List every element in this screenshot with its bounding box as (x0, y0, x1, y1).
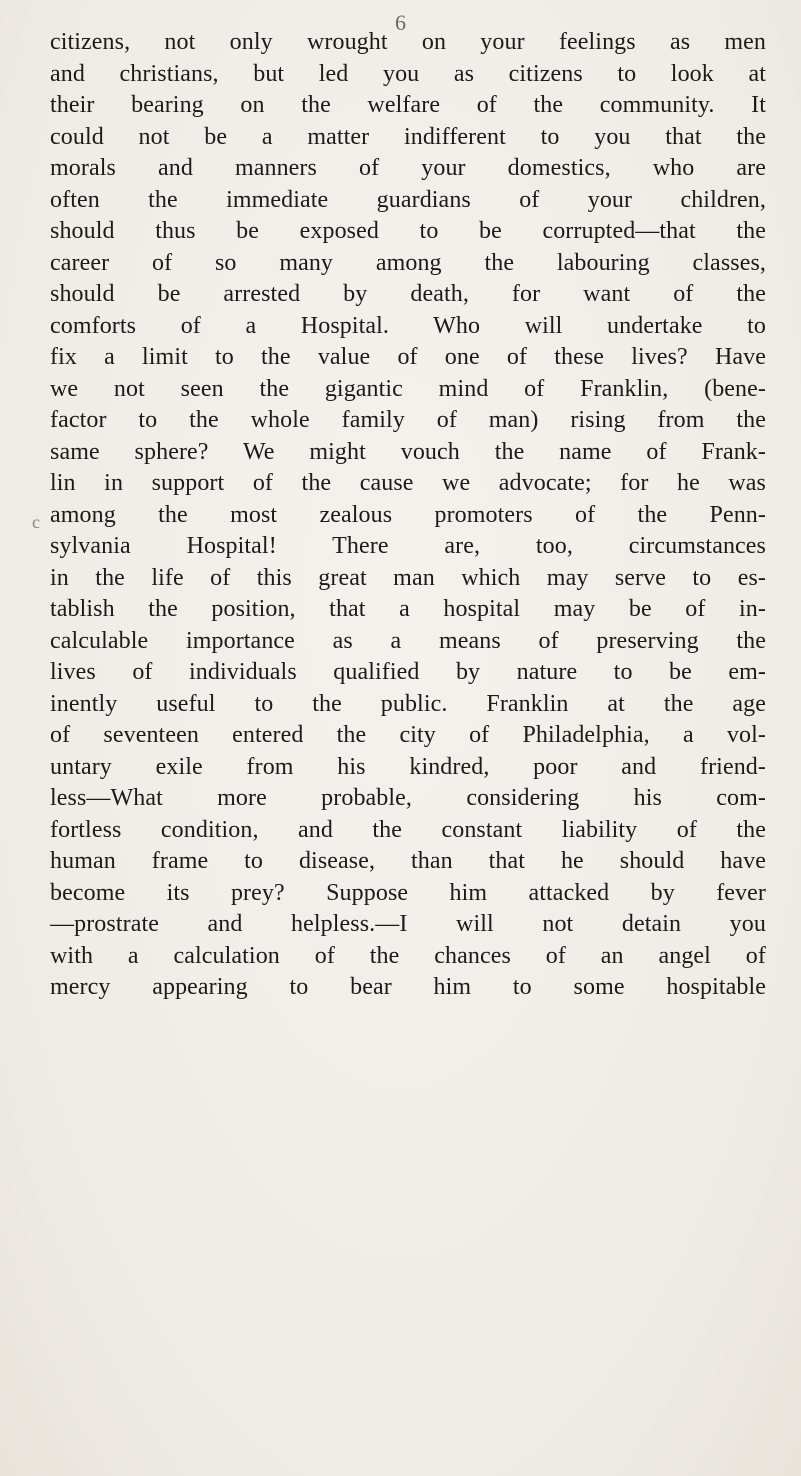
text-line: mercy appearing to bear him to some hospitable (50, 974, 766, 1000)
text-line: their bearing on the welfare of the community. It (50, 92, 766, 118)
text-line: and christians, but led you as citizens to look at (50, 60, 766, 87)
text-line: human frame to disease, than that he should have (50, 848, 766, 874)
page-number: 6 (395, 10, 406, 35)
text-line: often the immediate guardians of your children, (50, 186, 766, 213)
text-line: comforts of a Hospital. Who will undertake to (50, 312, 766, 339)
text-line: in the life of this great man which may serve to es- (50, 564, 766, 591)
text-line: lives of individuals qualified by nature to be em- (50, 659, 766, 685)
text-line: should thus be exposed to be corrupted—that the (50, 218, 766, 244)
text-line: lin in support of the cause we advocate; for he was (50, 470, 766, 496)
text-line: fix a limit to the value of one of these lives? Have (50, 344, 766, 370)
text-line: morals and manners of your domestics, who are (50, 155, 766, 181)
text-line: with a calculation of the chances of an angel of (50, 942, 766, 969)
text-line: citizens, not only wrought on your feelings as men (50, 29, 766, 55)
text-line: should be arrested by death, for want of the (50, 281, 766, 307)
text-line: career of so many among the labouring classes, (50, 249, 766, 276)
text-line: we not seen the gigantic mind of Franklin, (bene- (50, 375, 766, 402)
text-line: could not be a matter indifferent to you that the (50, 123, 766, 150)
text-line: of seventeen entered the city of Philadelphia, a vol- (50, 722, 766, 748)
text-line: same sphere? We might vouch the name of Frank- (50, 438, 766, 465)
text-line: tablish the position, that a hospital may be of in- (50, 596, 766, 622)
text-line: calculable importance as a means of preserving the (50, 627, 766, 654)
body-text (50, 27, 766, 1004)
margin-mark: c (32, 512, 40, 532)
text-line: less—What more probable, considering his com- (50, 785, 766, 811)
text-line: factor to the whole family of man) rising from the (50, 407, 766, 433)
text-line: —prostrate and helpless.—I will not detain you (50, 911, 766, 937)
text-line: untary exile from his kindred, poor and friend- (50, 753, 766, 780)
text-line: fortless condition, and the constant liability of the (50, 816, 766, 843)
text-line: sylvania Hospital! There are, too, circumstances (50, 533, 766, 559)
text-line: inently useful to the public. Franklin at the age (50, 690, 766, 717)
text-line: become its prey? Suppose him attacked by fever (50, 879, 766, 906)
text-line: among the most zealous promoters of the Penn- (50, 501, 766, 528)
